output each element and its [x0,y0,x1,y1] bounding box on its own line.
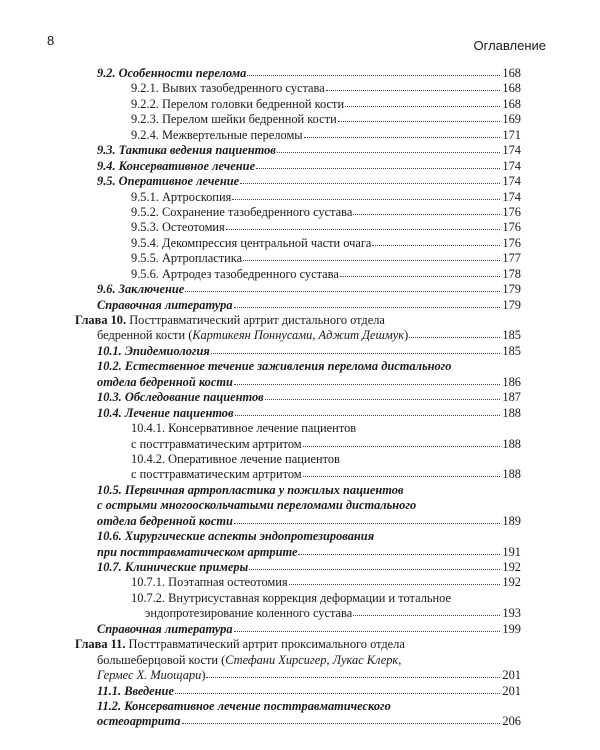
toc-entry [75,467,521,482]
toc-entry-text: 9.5.3. Остеотомия [131,220,225,235]
toc-page-number: 201 [502,683,521,698]
leader-dots [372,244,500,246]
toc-entry [75,112,521,127]
toc-page-number: 174 [502,174,521,189]
toc-entry [75,575,521,590]
toc-entry [75,653,521,668]
toc-entry [75,622,521,637]
toc-entry [75,251,521,266]
toc-entry-text: 9.4. Консервативное лечение [97,158,256,173]
toc-entry [75,375,521,390]
leader-dots [249,568,500,570]
toc-entry-text [75,313,385,328]
toc-entry [75,684,521,699]
toc-page-number: 169 [502,112,521,127]
toc-page-number: 186 [502,374,521,389]
leader-dots [277,151,501,153]
toc-entry-text: 10.7. Клинические примеры [97,560,249,574]
toc-page-number: 191 [502,544,521,559]
chapter-authors: Гермес Х. Миощари [97,668,202,683]
toc-entry-text [97,668,205,683]
leader-dots [234,306,501,308]
toc-entry [75,97,521,112]
toc-entry-text: 11.1. Введение [97,683,174,698]
chapter-authors-close: ) [201,668,206,683]
leader-dots [226,228,501,230]
toc-entry-text: при посттравматическом артрите [97,544,298,559]
toc-page-number: 178 [502,266,521,281]
toc-entry-text: 10.5. Первичная артропластика у пожилых пациентов [97,482,404,497]
chapter-title: Посттравматический артрит дистального отдела [126,313,385,327]
toc-entry-text: 9.2. Особенности перелома [97,66,247,80]
toc-page-number: 187 [502,390,521,405]
toc-entry [75,529,521,544]
toc-entry [75,406,521,421]
toc-entry [75,313,521,328]
toc-entry-text: 9.2.2. Перелом головки бедренной кости [131,96,345,111]
toc-page-number: 174 [502,158,521,173]
chapter-authors-close: ) [404,328,409,343]
leader-dots [304,136,501,138]
chapter-authors: Картикеян Поннусами, Аджит Дешмук [192,328,405,343]
toc-entry-text [75,637,405,652]
toc-entry [75,390,521,405]
leader-dots [185,290,500,292]
toc-entry-text: с посттравматическим артритом [131,467,302,482]
toc-entry-text: 10.4.2. Оперативное лечение пациентов [131,451,340,466]
toc-entry [75,498,521,513]
leader-dots [303,445,501,447]
toc-entry [75,699,521,714]
toc-entry [75,328,521,343]
chapter-label: Глава 11. [75,637,126,652]
toc-page-number: 185 [502,328,521,343]
toc-page-number: 206 [502,714,521,729]
leader-dots [353,614,500,616]
toc-entry [75,344,521,359]
leader-dots [232,198,500,200]
leader-dots [240,182,500,184]
toc-entry-text: 10.6. Хирургические аспекты эндопротезирования [97,529,375,544]
toc-entry [75,668,521,683]
toc-entry-text: 10.1. Эпидемиология [97,343,210,358]
toc-entry [75,236,521,251]
toc-entry [75,81,521,96]
toc-entry-text: 10.7.1. Поэтапная остеотомия [131,575,288,590]
leader-dots [206,676,500,678]
leader-dots [175,692,500,694]
toc-entry [75,66,521,81]
leader-dots [256,167,500,169]
toc-page-number: 201 [502,668,521,683]
toc-entry-text: отдела бедренной кости [97,513,233,528]
leader-dots [345,105,500,107]
toc-entry-text: с острыми многооскольчатыми переломами дистального [97,498,417,513]
toc-entry-text: эндопротезирование коленного сустава [145,606,353,621]
toc-page-number: 176 [502,220,521,235]
leader-dots [234,630,501,632]
toc-entry-text [97,653,401,668]
toc-page-number: 179 [502,282,521,297]
leader-dots [247,74,500,76]
chapter-title-cont: бедренной кости ( [97,328,193,343]
toc-entry [75,220,521,235]
leader-dots [326,89,501,91]
leader-dots [298,553,500,555]
toc-entry-text: 9.2.3. Перелом шейки бедренной кости [131,112,337,127]
toc-entry [75,437,521,452]
toc-entry-text: 10.2. Естественное течение заживления перелома дистального [97,359,452,374]
toc-page-number: 174 [502,189,521,204]
toc-entry-text: Справочная литература [97,297,233,312]
toc-page-number: 171 [502,127,521,142]
toc-entry-text: 9.2.1. Вывих тазобедренного сустава [131,81,325,96]
toc-entry-text: 9.5.4. Декомпрессия центральной части очага [131,235,372,250]
toc-page-number: 199 [502,621,521,636]
toc-entry-text: 9.2.4. Межвертельные переломы [131,127,303,142]
toc-page-number: 168 [502,81,521,96]
toc-entry-text: 9.5.1. Артроскопия [131,189,232,204]
leader-dots [234,522,501,524]
toc-entry [75,514,521,529]
toc-page-number: 188 [502,436,521,451]
toc-entry-text: остеоартрита [97,714,181,729]
toc-entry [75,282,521,297]
toc-entry [75,637,521,652]
toc-entry-text: 10.3. Обследование пациентов [97,390,264,405]
leader-dots [234,383,501,385]
chapter-title: Посттравматический артрит проксимального отдела [125,637,405,652]
toc-page-number: 177 [502,251,521,266]
toc-entry-text: отдела бедренной кости [97,374,233,389]
toc-entry-text: 9.5.6. Артродез тазобедренного сустава [131,266,339,281]
toc-entry [75,359,521,374]
leader-dots [353,213,500,215]
toc-page-number: 188 [502,405,521,420]
page-number: 8 [47,33,55,48]
toc-entry [75,483,521,498]
chapter-title-cont: большеберцовой кости ( [97,652,226,667]
toc-entry [75,267,521,282]
leader-dots [340,275,501,277]
toc-page-number: 176 [502,235,521,250]
toc-entry [75,421,521,436]
toc-entry [75,205,521,220]
toc-entry-text: 10.4.1. Консервативное лечение пациентов [131,421,357,436]
toc-entry [75,174,521,189]
chapter-label: Глава 10. [75,313,127,327]
toc-entry [75,159,521,174]
toc-entry-text: 9.6. Заключение [97,282,185,297]
toc-entry-text: с посттравматическим артритом [131,436,302,451]
leader-dots [243,259,500,261]
leader-dots [303,475,501,477]
table-of-contents [75,66,521,730]
toc-entry [75,452,521,467]
toc-entry [75,714,521,729]
toc-page-number: 179 [502,297,521,312]
toc-entry [75,560,521,575]
chapter-authors: Стефани Хирсигер, Лукас Клерк, [225,652,402,667]
leader-dots [182,722,501,724]
toc-entry [75,545,521,560]
leader-dots [289,583,501,585]
toc-entry-text: 10.7.2. Внутрисуставная коррекция деформации и тотальное [131,590,452,605]
toc-entry [75,190,521,205]
toc-page-number: 168 [502,66,521,80]
toc-entry [75,143,521,158]
toc-entry-text: Справочная литература [97,621,233,636]
toc-page-number: 192 [502,560,521,574]
toc-entry-text: 9.3. Тактика ведения пациентов [97,143,276,158]
toc-entry-text: 9.5.5. Артропластика [131,251,243,266]
toc-entry-text: 9.5. Оперативное лечение [97,174,240,189]
leader-dots [211,352,501,354]
toc-entry [75,591,521,606]
toc-entry-text: 10.4. Лечение пациентов [97,405,234,420]
leader-dots [235,414,501,416]
toc-page-number: 185 [502,343,521,358]
leader-dots [409,336,500,338]
leader-dots [338,120,501,122]
toc-page-number: 188 [502,467,521,482]
toc-entry-text [97,328,408,343]
running-header-title: Оглавление [473,38,546,53]
toc-page-number: 168 [502,96,521,111]
toc-entry [75,128,521,143]
toc-entry-text: 11.2. Консервативное лечение посттравматического [97,698,391,713]
toc-page-number: 192 [502,575,521,590]
toc-entry-text: 9.5.2. Сохранение тазобедренного сустава [131,204,353,219]
toc-entry [75,298,521,313]
toc-page-number: 174 [502,143,521,158]
toc-page-number: 193 [502,606,521,621]
toc-page-number: 189 [502,513,521,528]
leader-dots [265,398,501,400]
toc-entry [75,606,521,621]
toc-page-number: 176 [502,204,521,219]
